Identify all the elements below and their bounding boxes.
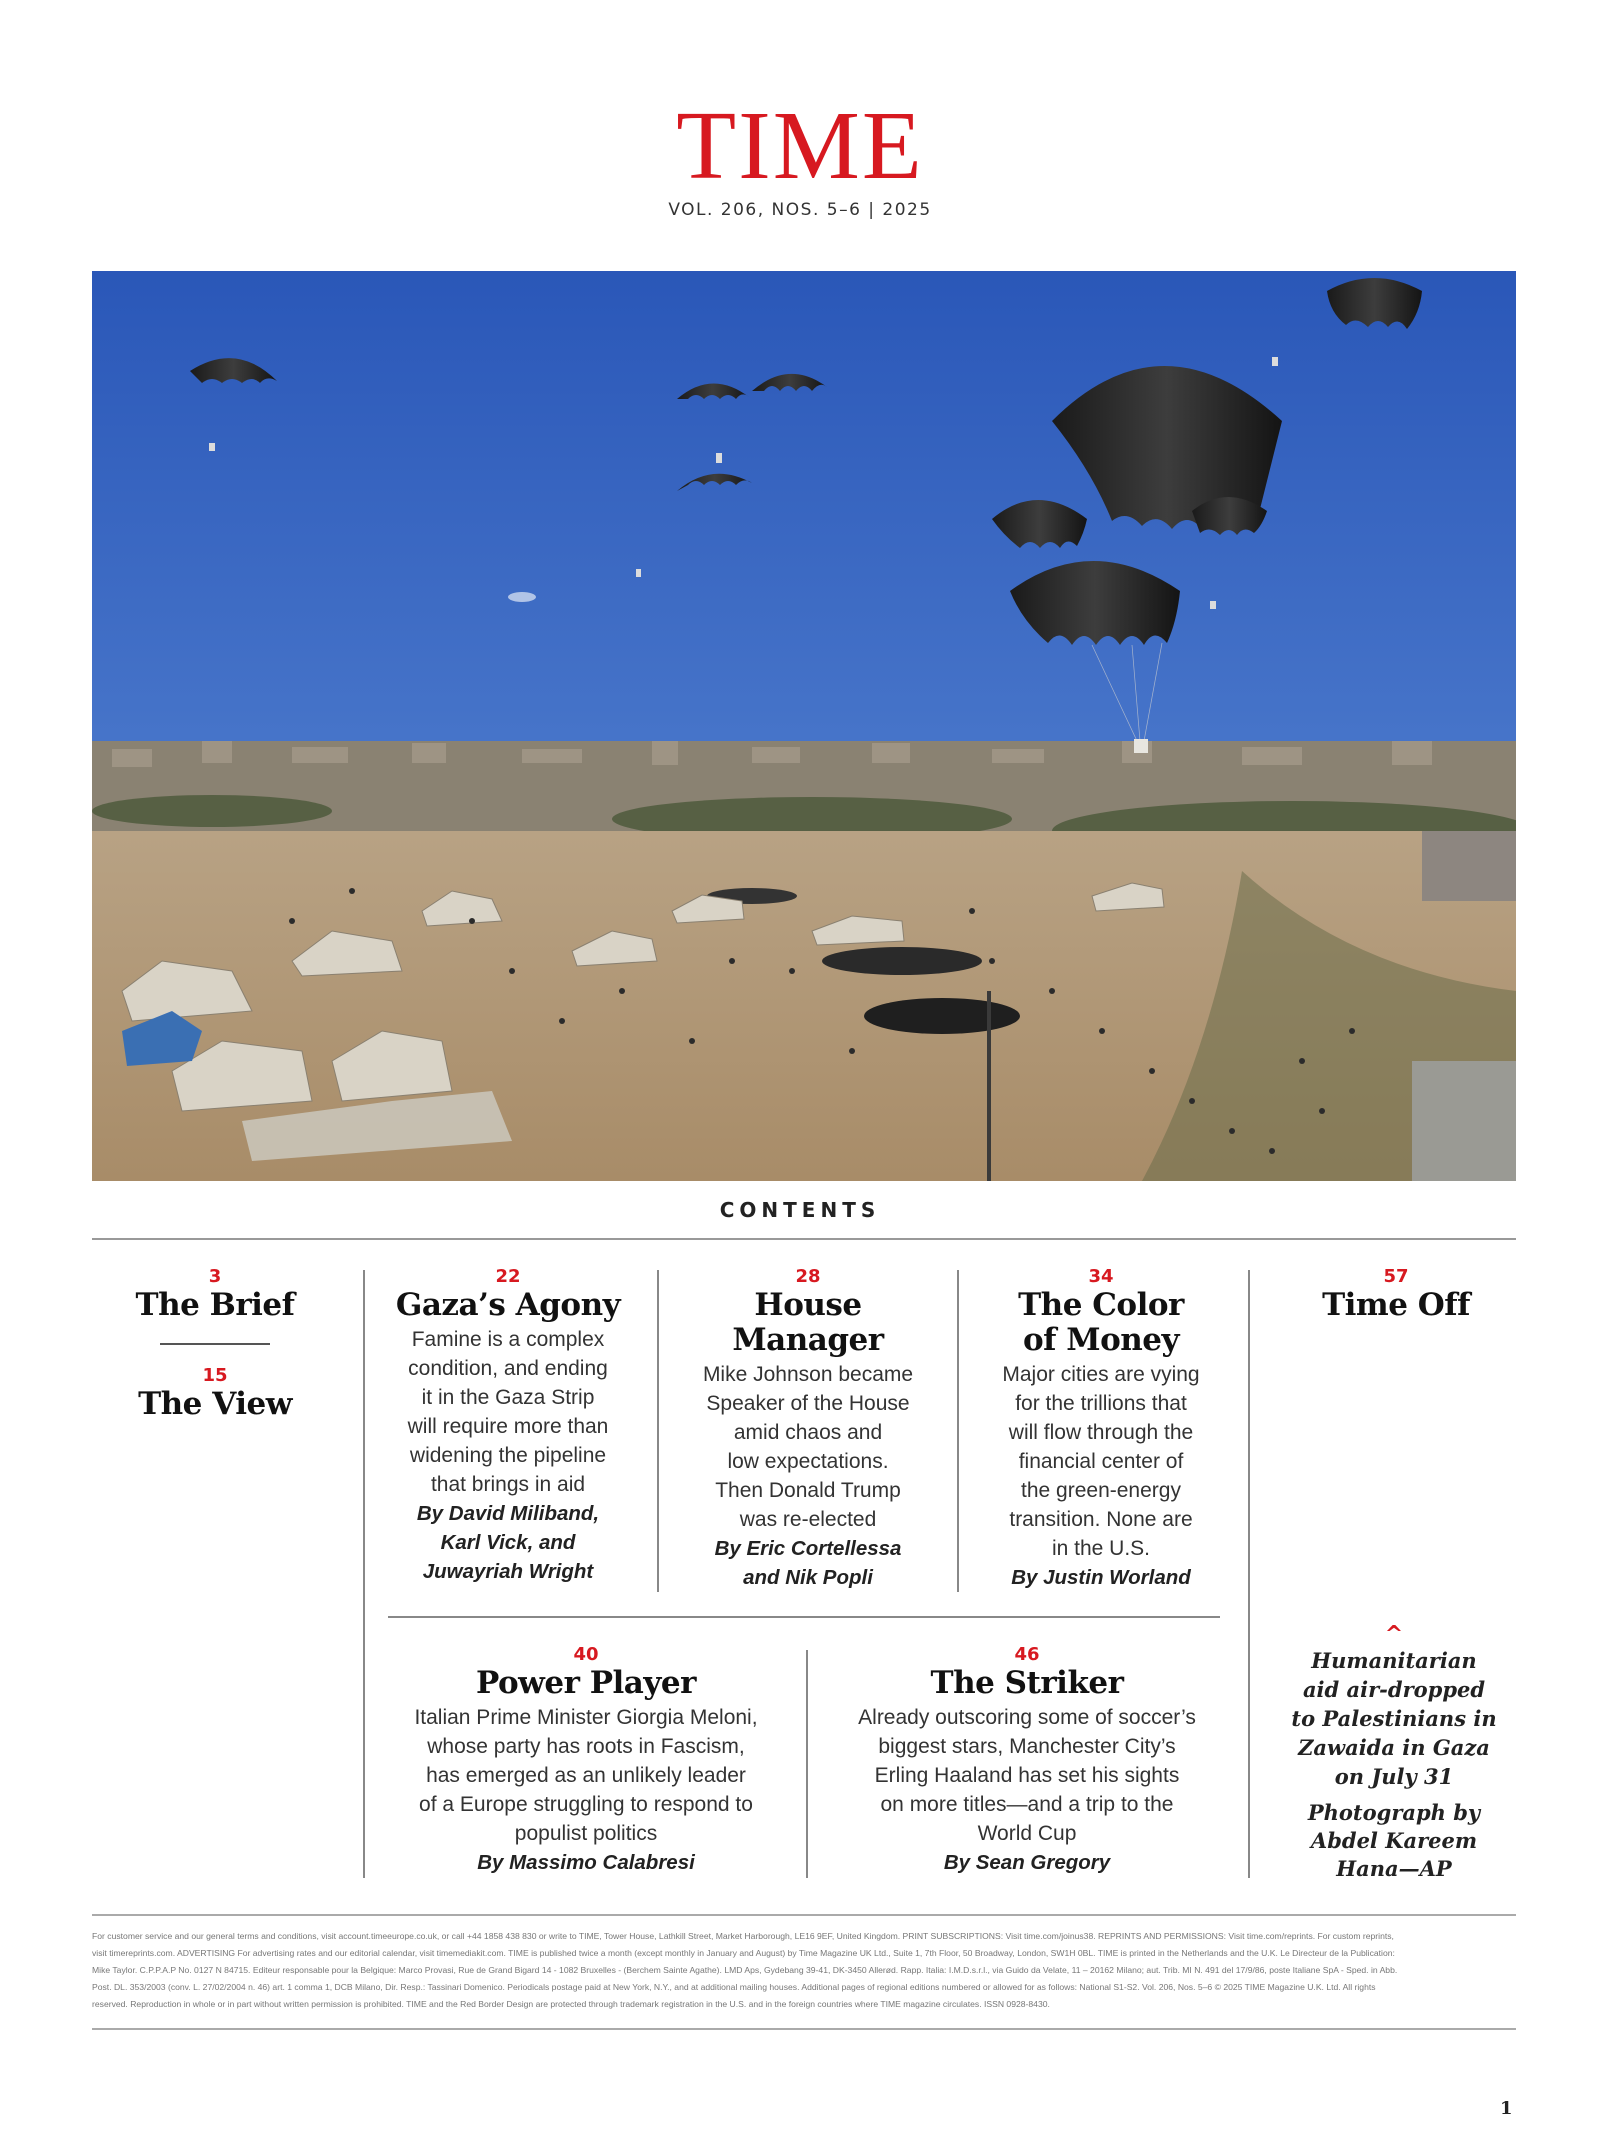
power-entry [378, 1644, 794, 1877]
gaza-description: Famine is a complex condition, and ending it in the Gaza Strip will require more than widening the pipeline that brings in aid [407, 1328, 609, 1496]
page-number-power: 40 [573, 1644, 599, 1665]
fineprint-top-rule [92, 1914, 1516, 1916]
volume-line: VOL. 206, NOS. 5–6 | 2025 [668, 200, 932, 220]
page-number-striker: 46 [1014, 1644, 1040, 1665]
money-byline: By Justin Worland [1011, 1566, 1191, 1589]
page-number-house: 28 [795, 1266, 821, 1287]
house-byline: By Eric Cortellessa and Nik Popli [714, 1537, 902, 1589]
column-divider [806, 1650, 808, 1878]
timeoff-title[interactable]: Time Off [1322, 1287, 1470, 1323]
page-number: 1 [1500, 2098, 1513, 2119]
gaza-title[interactable]: Gaza’s Agony [395, 1287, 621, 1323]
striker-description: Already outscoring some of soccer’s biggest stars, Manchester City’s Erling Haaland has set his sights on more titles—and a trip to the World Cup [858, 1706, 1196, 1845]
money-description: Major cities are vying for the trillions that will flow through the financial center of the green-energy transition. None are in the U.S. [1002, 1363, 1200, 1560]
power-title[interactable]: Power Player [476, 1665, 696, 1701]
gaza-entry [378, 1266, 638, 1586]
caption-text: Humanitarian aid air-dropped to Palestinians in Zawaida in Gaza on July 31 [1291, 1648, 1497, 1789]
time-logo: TIME [676, 92, 924, 200]
page-number-money: 34 [1088, 1266, 1114, 1287]
brief-view-column [110, 1266, 320, 1422]
airdrop-photo [92, 271, 1516, 1181]
money-title[interactable]: The Color of Money [1018, 1287, 1184, 1358]
masthead [0, 92, 1600, 220]
page-number-timeoff: 57 [1383, 1266, 1409, 1287]
striker-byline: By Sean Gregory [943, 1851, 1111, 1874]
money-entry [970, 1266, 1232, 1592]
caret-up-icon: ^ [1384, 1622, 1404, 1647]
power-description: Italian Prime Minister Giorgia Meloni, whose party has roots in Fascism, has emerged as an unlikely leader of a Europe struggling to respond to populist politics [414, 1706, 758, 1845]
view-title[interactable]: The View [138, 1386, 292, 1422]
page-number-brief: 3 [208, 1266, 222, 1287]
column-divider [1248, 1270, 1250, 1878]
brief-separator [160, 1343, 270, 1345]
brief-title[interactable]: The Brief [135, 1287, 295, 1323]
column-divider [657, 1270, 659, 1592]
power-byline: By Massimo Calabresi [477, 1851, 695, 1874]
column-divider [363, 1270, 365, 1878]
house-description: Mike Johnson became Speaker of the House amid chaos and low expectations. Then Donald Trump was re-elected [702, 1363, 914, 1531]
timeoff-entry [1262, 1266, 1530, 1323]
house-title[interactable]: House Manager [732, 1287, 884, 1358]
column-divider [957, 1270, 959, 1592]
fineprint: For customer service and our general terms and conditions, visit account.timeeurope.co.uk, or call +44 1858 438 830 or write to TIME, Tower House, Lathkill Street, Market Harborough, LE16 9EF, United Kingdom. PRINT SUBSCRIPTIONS: Visit time.com/joinus38. REPRINTS AND PERMISSIONS: Visit time.com/reprints. For custom reprints, visit timereprints.com. ADVERTISING For advertising rates and our editorial calendar, visit timemediakit.com. TIME is published twice a month (except monthly in January and August) by Time Magazine UK Ltd., Suite 1, 7th Floor, 50 Broadway, London, SW1H 0BL. TIME is printed in the Netherlands and the U.K. Le Directeur de la Publication: Mike Taylor. C.P.P.A.P No. 0127 N 84715. Editeur responsable pour la Belgique: Marco Provasi, Rue de Grand Bigard 14 - 1082 Bruxelles - (Berchem Sainte Agathe). LMD Aps, Gydebang 39-41, DK-3450 Allerød. Rapp. Italia: I.M.D.s.r.l., via Guido da Velate, 11 – 20162 Milano; aut. Trib. MI N. 491 del 17/9/86, poste Italiane SpA - Sped. in Abb. Post. DL. 353/2003 (conv. L. 27/02/2004 n. 46) art. 1 comma 1, DCB Milano, Dir. Resp.: Tassinari Domenico. Periodicals postage paid at New York, N.Y., and at additional mailing houses. Additional pages of regional editions numbered or allowed for as follows: National S1-S2. Vol. 206, Nos. 5–6 © 2025 TIME Magazine U.K. Ltd. All rights reserved. Reproduction in whole or in part without written permission is prohibited. TIME and the Red Border Design are protected through trademark registration in the U.S. and in the foreign countries where TIME magazine circulates. ISSN 0928-8430. [92, 1931, 1398, 2009]
page-number-view: 15 [202, 1365, 228, 1386]
fineprint-bottom-rule [92, 2028, 1516, 2030]
photo-caption [1258, 1624, 1530, 1883]
house-entry [672, 1266, 944, 1592]
page-number-gaza: 22 [495, 1266, 521, 1287]
striker-title[interactable]: The Striker [930, 1665, 1124, 1701]
striker-entry [820, 1644, 1234, 1877]
gaza-byline: By David Miliband, Karl Vick, and Juwayriah Wright [416, 1502, 600, 1583]
contents-heading: CONTENTS [719, 1198, 881, 1222]
contents-top-rule [92, 1238, 1516, 1240]
row-divider [388, 1616, 1220, 1618]
photo-credit: Photograph by Abdel Kareem Hana—AP [1307, 1800, 1481, 1881]
